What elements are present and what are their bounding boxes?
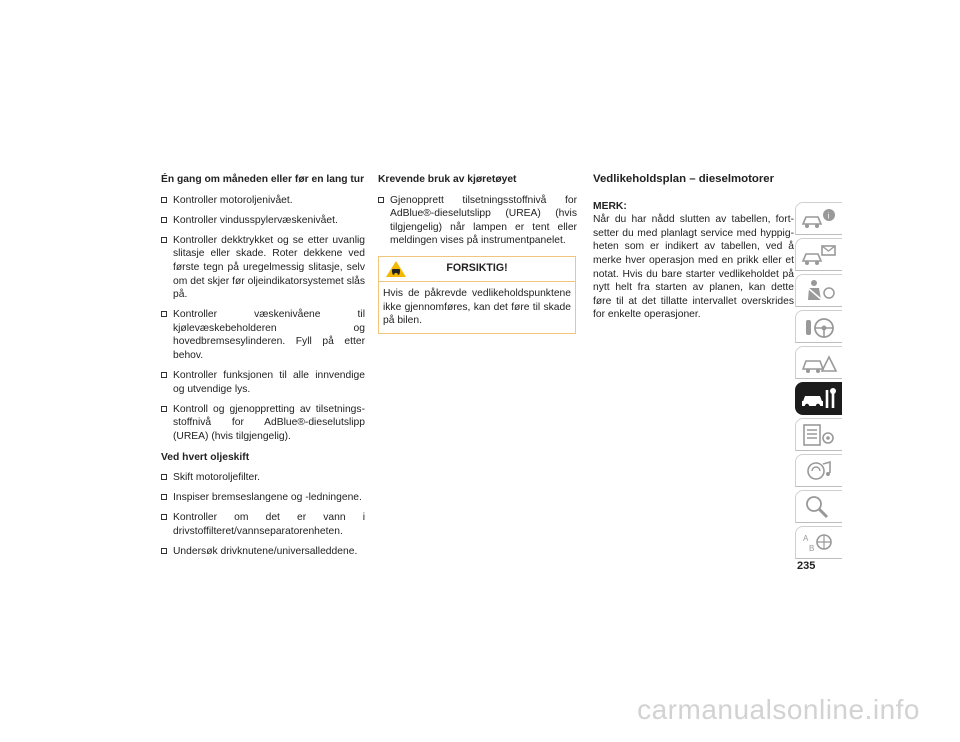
monthly-checklist — [161, 194, 365, 444]
tab-getting-to-know[interactable] — [795, 202, 842, 235]
checkbox-square-icon — [161, 514, 167, 520]
column-middle — [378, 173, 577, 334]
list-item-text: Undersøk drivknutene/universalleddene. — [173, 546, 358, 558]
list-item — [161, 194, 365, 208]
section-heading-monthly: Én gang om måneden eller før en lang tur — [161, 174, 365, 185]
warning-triangle-icon — [385, 260, 407, 278]
oil-change-checklist — [161, 471, 365, 558]
car-warning-icon — [800, 350, 838, 376]
list-item-text: Kontroller om det er vann i drivstoffilteret/vannseparatorenheten. — [173, 512, 365, 537]
seatbelt-person-icon — [800, 278, 838, 304]
checkbox-square-icon — [161, 494, 167, 500]
svg-text:A: A — [803, 534, 809, 543]
checkbox-square-icon — [161, 197, 167, 203]
checkbox-square-icon — [378, 197, 384, 203]
car-wrench-icon — [800, 386, 838, 412]
list-item — [161, 491, 365, 505]
tab-instrument-panel[interactable] — [795, 238, 842, 271]
checkbox-square-icon — [161, 311, 167, 317]
page-number: 235 — [797, 560, 816, 572]
column-left — [161, 173, 365, 565]
car-mail-icon — [800, 242, 838, 268]
magnifier-index-icon — [800, 494, 838, 520]
checkbox-square-icon — [161, 548, 167, 554]
checkbox-square-icon — [161, 372, 167, 378]
checkbox-square-icon — [161, 217, 167, 223]
section-heading-diesel-schedule: Vedlikeholdsplan – dieselmotorer — [593, 173, 775, 185]
caution-text: Hvis de påkrevde vedlikeholdspunktene ikke gjennomføres, kan det føre til skade på bilen. — [383, 287, 571, 327]
list-item — [161, 214, 365, 228]
tab-technical-specifications[interactable] — [795, 418, 842, 451]
tab-in-case-of-emergency[interactable] — [795, 346, 842, 379]
list-item-text: Skift motoroljefilter. — [173, 472, 260, 484]
list-item — [161, 471, 365, 485]
svg-text:B: B — [809, 544, 815, 553]
list-item-text: Kontroll og gjenoppretting av tilsetningsstoffnivå for AdBlue®-dieselutslipp (UREA) (hvis tilgjengelig). — [173, 403, 365, 442]
list-item-text: Inspiser bremseslangene og -ledningene. — [173, 492, 362, 504]
list-item — [161, 234, 365, 302]
chapter-tabs — [795, 202, 842, 562]
note-text: Når du har nådd slutten av tabellen, fortsetter du med planlagt service med hyppigheten som er indikert av tabellen, ved å merke hver operasjon med en prikk eller et notat. Hvis du bare starter vedlikeholdet på nytt helt fra starten av planen, kan dette føre til at det tillatte intervallet overskrides for enkelte operasjoner. — [593, 214, 794, 321]
list-item — [161, 369, 365, 396]
section-heading-oil-change: Ved hvert oljeskift — [161, 451, 250, 463]
column-right — [593, 173, 794, 322]
list-item-text: Kontroller dekktrykket og se etter uvanlig slitasje eller skade. Roter dekkene ved første tegn på uregelmessig slitasje, selv om det skjer før oljeindikatorsystemet slås på. — [173, 234, 365, 301]
list-item-text: Kontroller motoroljenivået. — [173, 194, 293, 206]
list-item — [161, 545, 365, 559]
car-info-icon — [800, 206, 838, 232]
list-item — [161, 511, 365, 538]
list-item-text: Kontroller væskenivåene til kjølevæskebeholderen og hovedbremsesylinderen. Fyll på etter behov. — [173, 309, 365, 362]
caution-box — [378, 256, 576, 334]
tab-language-index[interactable] — [795, 526, 842, 559]
checkbox-square-icon — [161, 474, 167, 480]
list-item — [161, 403, 365, 444]
checkbox-square-icon — [161, 406, 167, 412]
tab-safety[interactable] — [795, 274, 842, 307]
tab-index[interactable] — [795, 490, 842, 523]
multimedia-icon — [800, 458, 838, 484]
tab-multimedia[interactable] — [795, 454, 842, 487]
tab-servicing-maintenance[interactable] — [795, 382, 842, 415]
checkbox-square-icon — [161, 237, 167, 243]
watermark: carmanualsonline.info — [637, 694, 920, 725]
list-item-text: Kontroller vindusspylervæskenivået. — [173, 214, 338, 226]
svg-text:i: i — [827, 211, 830, 221]
list-item-text: Kontroller funksjonen til alle innvendige og utvendige lys. — [173, 370, 365, 395]
note-label: MERK: — [593, 200, 627, 212]
list-item-text: Gjenopprett tilsetningsstoffnivå for AdBlue®-dieselutslipp (UREA) (hvis tilgjengelig) når lampen er tent eller meldingen vises på instrumentpanelet. — [390, 194, 577, 247]
tab-starting-operating[interactable] — [795, 310, 842, 343]
section-heading-severe-use: Krevende bruk av kjøretøyet — [378, 174, 517, 185]
list-item — [378, 194, 577, 248]
caution-header — [379, 257, 575, 282]
list-item — [161, 308, 365, 362]
caution-title: FORSIKTIG! — [446, 262, 508, 275]
specifications-list-icon — [800, 422, 838, 448]
steering-wheel-icon — [800, 314, 838, 340]
language-index-icon — [800, 530, 838, 556]
